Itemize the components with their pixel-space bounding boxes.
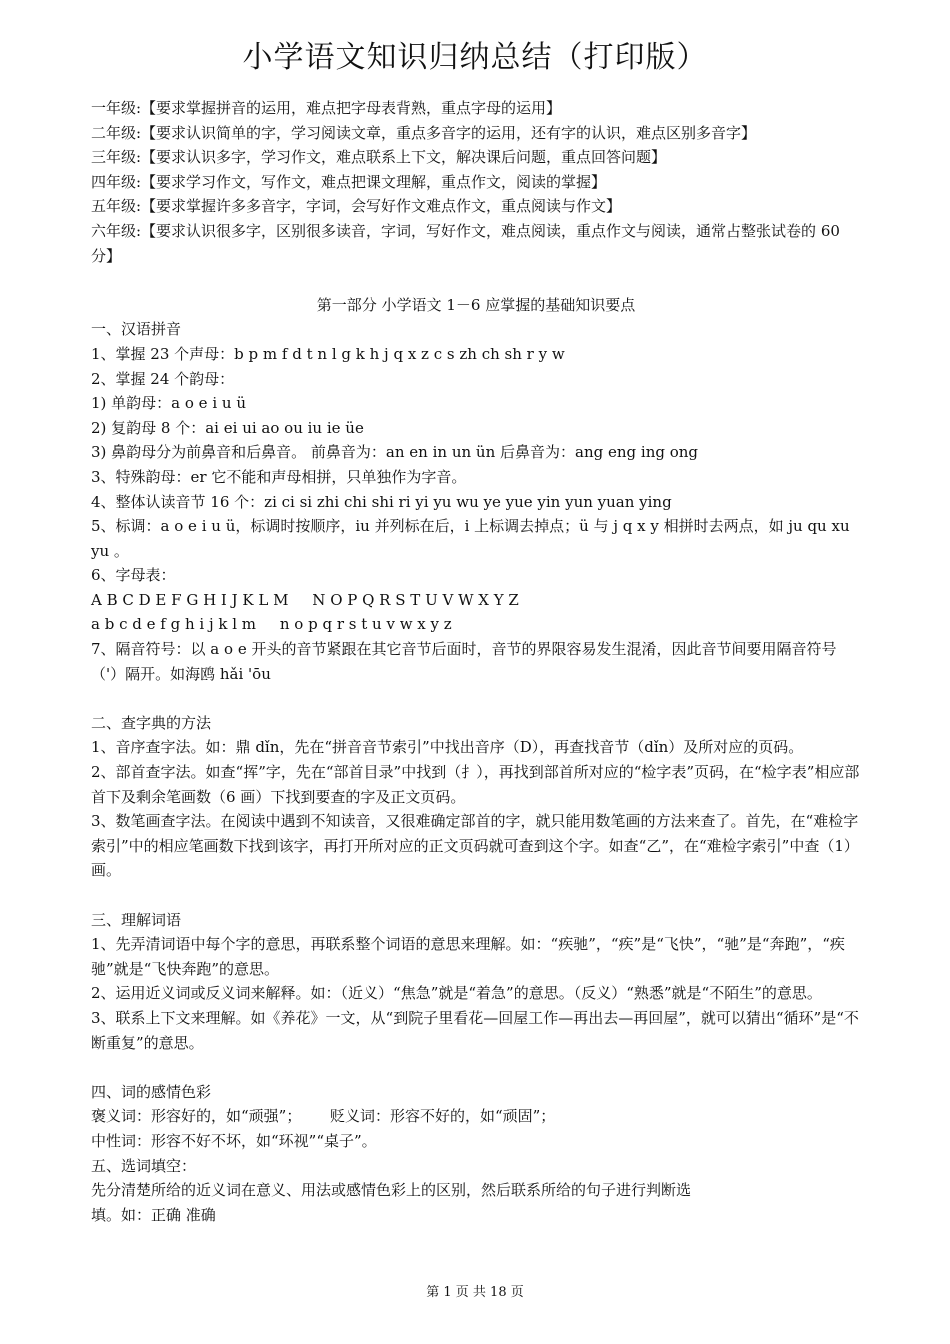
section-heading: 四、词的感情色彩 [91, 1082, 212, 1101]
content-line: 4、整体认读音节 16 个：zi ci si zhi chi shi ri yi yu wu ye yue yin yun yuan ying [91, 492, 672, 511]
grade-line-1: 一年级:【要求掌握拼音的运用，难点把字母表背熟，重点字母的运用】 [91, 99, 562, 117]
section-heading: 一、汉语拼音 [91, 320, 182, 339]
grade-line-4: 四年级:【要求学习作文，写作文，难点把课文理解，重点作文，阅读的掌握】 [91, 172, 607, 191]
content-line: 5、标调：a o e i u ü，标调时按顺序，iu 并列标在后，i 上标调去掉点；ü 与 j q x y 相拼时去两点，如 ju qu xu yu 。 [91, 517, 850, 560]
words-section [91, 908, 861, 1056]
document-body [91, 96, 861, 1227]
page-title: 小学语文知识归纳总结（打印版） [242, 40, 708, 75]
content-line: 1) 单韵母：a o e i u ü [91, 394, 246, 413]
emotion-section [91, 1080, 861, 1154]
content-line: 3、联系上下文来理解。如《养花》一文，从“到院子里看花—回屋工作—再出去—再回屋”，就可以猜出“循环”是“不断重复”的意思。 [91, 1008, 859, 1052]
content-line: 先分清楚所给的近义词在意义、用法或感情色彩上的区别，然后联系所给的句子进行判断选 [91, 1181, 692, 1200]
content-line: 2、运用近义词或反义词来解释。如：（近义）“焦急”就是“着急”的意思。（反义）“熟悉”就是“不陌生”的意思。 [91, 984, 822, 1003]
content-line: 2、部首查字法。如查“挥”字，先在“部首目录”中找到（扌），再找到部首所对应的“检字表”页码，在“检字表”相应部首下及剩余笔画数（6 画）下找到要查的字及正文页码。 [91, 763, 860, 806]
content-line: 填。如：正确 准确 [91, 1205, 216, 1224]
content-line: 3、数笔画查字法。在阅读中遇到不知读音，又很难确定部首的字，就只能用数笔画的方法来查了。首先，在“难检字索引”中的相应笔画数下找到该字，再打开所对应的正文页码就可查到这个字。如查“乙”，在“难检字索引”中查（1）画。 [91, 812, 859, 880]
section-heading: 三、理解词语 [91, 910, 182, 929]
content-line: 3) 鼻韵母分为前鼻音和后鼻音。 前鼻音为：an en in un ün 后鼻音为：ang eng ing ong [91, 443, 699, 462]
grade-line-3: 三年级:【要求认识多字，学习作文，难点联系上下文，解决课后问题，重点回答问题】 [91, 148, 667, 167]
pinyin-section [91, 317, 861, 686]
content-line: 7、隔音符号：以 a o e 开头的音节紧跟在其它音节后面时，音节的界限容易发生混淆，因此音节间要用隔音符号（'）隔开。如海鸥 hǎi 'ōu [91, 640, 837, 683]
content-line: 3、特殊韵母：er 它不能和声母相拼，只单独作为字音。 [91, 467, 467, 486]
content-line: 1、掌握 23 个声母：b p m f d t n l g k h j q x z c s zh ch sh r y w [91, 344, 565, 363]
alphabet-lower: a b c d e f g h i j k l m n o p q r s t u v w x y z [91, 615, 452, 634]
content-line: 6、字母表： [91, 566, 176, 585]
section-title: 第一部分 小学语文 1－6 应掌握的基础知识要点 [316, 295, 636, 314]
content-line: 褒义词：形容好的，如“顽强”； 贬义词：形容不好的，如“顽固”； [91, 1107, 556, 1126]
grade-line-6: 六年级:【要求认识很多字，区别很多读音，字词，写好作文，难点阅读，重点作文与阅读，通常占整张试卷的 60 分】 [91, 221, 840, 265]
content-line: 1、音序查字法。如：鼎 dǐn，先在“拼音音节索引”中找出音序（D），再查找音节（dǐn）及所对应的页码。 [91, 738, 804, 757]
spacer [91, 883, 861, 908]
spacer [91, 268, 861, 293]
spacer [91, 686, 861, 711]
fill-section [91, 1154, 861, 1228]
section-heading: 二、查字典的方法 [91, 713, 212, 732]
page-footer: 第 1 页 共 18 页 [426, 1285, 524, 1300]
grade-line-2: 二年级:【要求认识简单的字，学习阅读文章，重点多音字的运用，还有字的认识，难点区别多音字】 [91, 123, 757, 142]
content-line: 2、掌握 24 个韵母： [91, 369, 235, 388]
grade-line-5: 五年级:【要求掌握许多多音字，字词，会写好作文难点作文，重点阅读与作文】 [91, 197, 622, 216]
grade-requirements [91, 96, 861, 268]
dictionary-section [91, 711, 861, 883]
content-line: 1、先弄清词语中每个字的意思，再联系整个词语的意思来理解。如：“疾驰”，“疾”是“飞快”，“驰”是“奔跑”，“疾驰”就是“飞快奔跑”的意思。 [91, 935, 845, 978]
alphabet-upper: A B C D E F G H I J K L M N O P Q R S T U V W X Y Z [91, 590, 519, 609]
section-heading: 五、选词填空： [91, 1156, 197, 1175]
content-line: 2) 复韵母 8 个：ai ei ui ao ou iu ie üe [91, 418, 364, 437]
spacer [91, 1055, 861, 1080]
content-line: 中性词：形容不好不坏，如“环视”“桌子”。 [91, 1131, 377, 1150]
